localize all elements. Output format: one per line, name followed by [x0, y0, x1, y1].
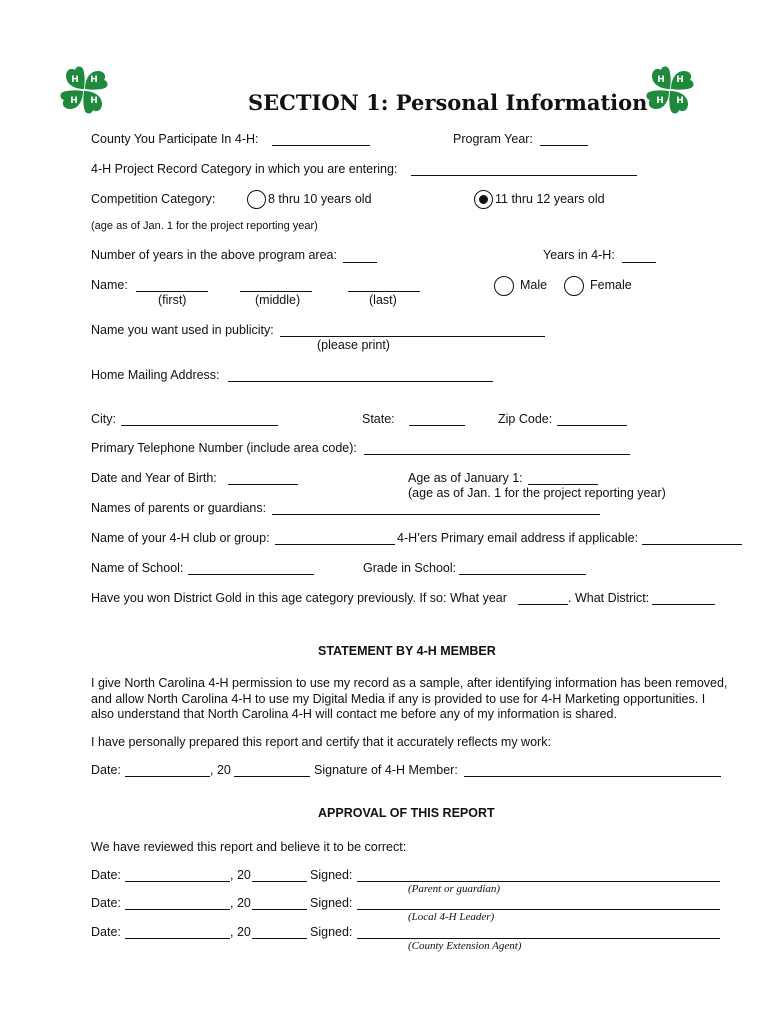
member-year-field[interactable] [234, 764, 310, 777]
county-label: County You Participate In 4-H: [91, 132, 259, 146]
option-11-12-label: 11 thru 12 years old [495, 192, 605, 206]
parents-label: Names of parents or guardians: [91, 501, 267, 515]
leader-date-label: Date: [91, 896, 121, 910]
statement-heading: STATEMENT BY 4-H MEMBER [318, 644, 496, 658]
male-label: Male [520, 278, 548, 292]
reviewed-text: We have reviewed this report and believe it to be correct: [91, 840, 407, 854]
last-name-field[interactable] [348, 279, 420, 292]
parents-field[interactable] [272, 502, 600, 515]
clover-letter: H [71, 75, 79, 85]
clover-letter: H [90, 96, 98, 106]
category-field[interactable] [411, 163, 637, 176]
age-note: (age as of Jan. 1 for the project reporting year) [91, 220, 318, 232]
publicity-label: Name you want used in publicity: [91, 323, 274, 337]
phone-label: Primary Telephone Number (include area code): [91, 441, 357, 455]
radio-male[interactable] [494, 276, 514, 296]
statement-text: I give North Carolina 4-H permission to use my record as a sample, after identifying information has been removed, and allow North Carolina 4-H to use my Digital Media if any is provided to use for 4-H Marketing opportunities. I also understand that North Carolina 4-H will contact me before any of my information is shared. [91, 676, 728, 721]
gold-district-field[interactable] [652, 592, 715, 605]
clover-letter: H [657, 75, 665, 85]
clover-letter: H [70, 96, 78, 106]
school-field[interactable] [188, 562, 314, 575]
parent-year-field[interactable] [252, 869, 307, 882]
member-date-field[interactable] [125, 764, 210, 777]
parent-signed-label: Signed: [310, 868, 353, 882]
years-4h-field[interactable] [622, 250, 656, 263]
address-field[interactable] [228, 369, 493, 382]
agent-year-field[interactable] [252, 926, 307, 939]
years-program-label: Number of years in the above program area: [91, 248, 337, 262]
gold-district-label: . What District: [568, 591, 650, 605]
name-label: Name: [91, 278, 128, 292]
city-field[interactable] [121, 413, 278, 426]
approval-heading: APPROVAL OF THIS REPORT [318, 806, 495, 820]
program-year-label: Program Year: [453, 132, 533, 146]
dob-label: Date and Year of Birth: [91, 471, 217, 485]
page-title: SECTION 1: Personal Information [248, 90, 648, 115]
member-signature-field[interactable] [464, 764, 721, 777]
radio-8-10[interactable] [247, 190, 266, 209]
zip-label: Zip Code: [498, 412, 553, 426]
category-label: 4-H Project Record Category in which you are entering: [91, 162, 398, 176]
gold-question: Have you won District Gold in this age category previously. If so: What year [91, 591, 507, 605]
radio-11-12[interactable] [474, 190, 493, 209]
program-year-field[interactable] [540, 133, 588, 146]
email-label: 4-H’ers Primary email address if applicable: [397, 531, 639, 545]
parent-twenty: , 20 [230, 868, 251, 882]
publicity-field[interactable] [280, 324, 545, 337]
last-caption: (last) [369, 293, 397, 307]
address-label: Home Mailing Address: [91, 368, 220, 382]
member-twenty: , 20 [210, 763, 231, 777]
option-8-10-label: 8 thru 10 years old [268, 192, 372, 206]
please-print-caption: (please print) [317, 338, 390, 352]
radio-female[interactable] [564, 276, 584, 296]
first-caption: (first) [158, 293, 187, 307]
age-jan-field[interactable] [528, 472, 598, 485]
state-field[interactable] [409, 413, 465, 426]
first-name-field[interactable] [136, 279, 208, 292]
agent-twenty: , 20 [230, 925, 251, 939]
signature-member-label: Signature of 4-H Member: [314, 763, 458, 777]
agent-signed-label: Signed: [310, 925, 353, 939]
leader-year-field[interactable] [252, 897, 307, 910]
middle-name-field[interactable] [240, 279, 312, 292]
clover-letter: H [90, 75, 98, 85]
leader-twenty: , 20 [230, 896, 251, 910]
club-label: Name of your 4-H club or group: [91, 531, 270, 545]
state-label: State: [362, 412, 395, 426]
school-label: Name of School: [91, 561, 184, 575]
parent-signature-line[interactable] [357, 881, 720, 882]
age-jan-label: Age as of January 1: [408, 471, 523, 485]
clover-logo-left [56, 62, 112, 118]
leader-caption: (Local 4-H Leader) [408, 911, 495, 923]
agent-signature-line[interactable] [357, 938, 720, 939]
parent-date-label: Date: [91, 868, 121, 882]
club-field[interactable] [275, 532, 395, 545]
competition-label: Competition Category: [91, 192, 216, 206]
dob-field[interactable] [228, 472, 298, 485]
years-4h-label: Years in 4-H: [543, 248, 615, 262]
agent-date-label: Date: [91, 925, 121, 939]
female-label: Female [590, 278, 632, 292]
years-program-field[interactable] [343, 250, 377, 263]
gold-year-field[interactable] [518, 592, 568, 605]
agent-date-field[interactable] [125, 926, 230, 939]
leader-signature-line[interactable] [357, 909, 720, 910]
age-jan-note: (age as of Jan. 1 for the project reporting year) [408, 486, 666, 500]
leader-signed-label: Signed: [310, 896, 353, 910]
clover-logo-right [642, 62, 698, 118]
leader-date-field[interactable] [125, 897, 230, 910]
city-label: City: [91, 412, 116, 426]
clover-letter: H [676, 75, 684, 85]
certify-text: I have personally prepared this report and certify that it accurately reflects my work: [91, 735, 551, 749]
zip-field[interactable] [557, 413, 627, 426]
phone-field[interactable] [364, 442, 630, 455]
county-field[interactable] [272, 133, 370, 146]
agent-caption: (County Extension Agent) [408, 940, 522, 952]
parent-caption: (Parent or guardian) [408, 883, 501, 895]
middle-caption: (middle) [255, 293, 301, 307]
email-field[interactable] [642, 532, 742, 545]
clover-letter: H [676, 96, 684, 106]
grade-field[interactable] [459, 562, 586, 575]
grade-label: Grade in School: [363, 561, 457, 575]
member-date-label: Date: [91, 763, 121, 777]
clover-letter: H [656, 96, 664, 106]
parent-date-field[interactable] [125, 869, 230, 882]
